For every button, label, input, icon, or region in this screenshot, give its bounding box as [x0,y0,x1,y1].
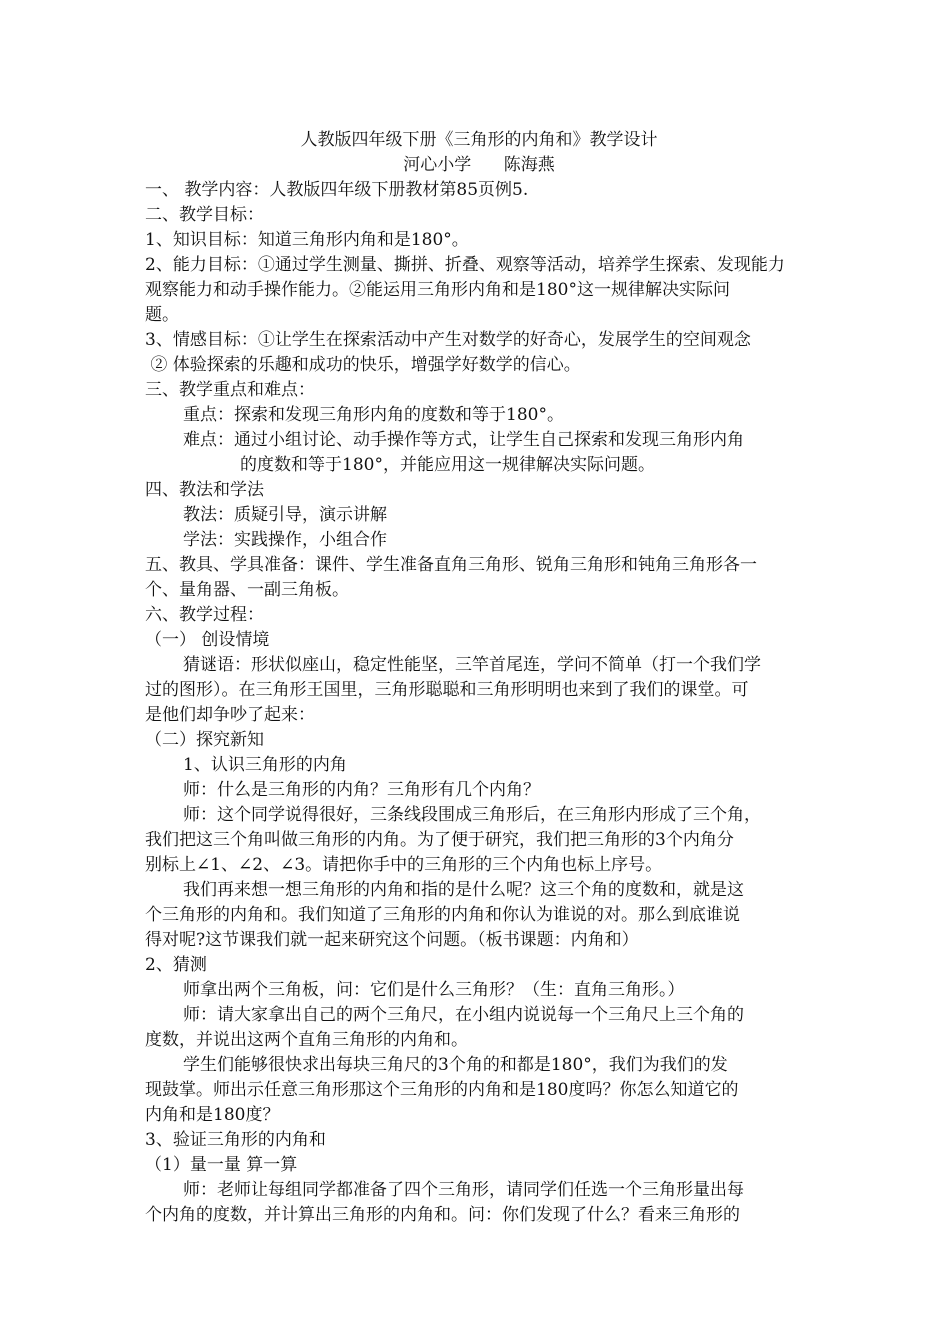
paragraph-line: 3、情感目标：①让学生在探索活动中产生对数学的好奇心，发展学生的空间观念 [145,330,751,350]
section-heading: 三、教学重点和难点： [145,380,315,400]
subsection-heading: （一） 创设情境 [145,630,270,650]
paragraph-line: 度数，并说出这两个直角三角形的内角和。 [145,1030,468,1050]
paragraph-line: 我们再来想一想三角形的内角和指的是什么呢？这三个角的度数和，就是这 [183,880,744,900]
paragraph-line: 过的图形）。在三角形王国里，三角形聪聪和三角形明明也来到了我们的课堂。可 [145,680,749,700]
paragraph-line: 师：请大家拿出自己的两个三角尺，在小组内说说每一个三角尺上三个角的 [183,1005,744,1025]
paragraph-line: 难点：通过小组讨论、动手操作等方式，让学生自己探索和发现三角形内角 [183,430,744,450]
paragraph-line: 教法：质疑引导，演示讲解 [183,505,387,525]
paragraph-line: 师拿出两个三角板，问：它们是什么三角形？（生：直角三角形。） [183,980,685,1000]
author-line: 河心小学 陈海燕 [403,155,555,175]
paragraph-line: 现鼓掌。师出示任意三角形那这个三角形的内角和是180度吗？你怎么知道它的 [145,1080,739,1100]
paragraph-line: 个内角的度数，并计算出三角形的内角和。问：你们发现了什么？看来三角形的 [145,1205,740,1225]
section-heading: 五、教具、学具准备：课件、学生准备直角三角形、锐角三角形和钝角三角形各一 [145,555,757,575]
subsection-heading: 3、验证三角形的内角和 [145,1130,326,1150]
section-heading: 二、教学目标： [145,205,264,225]
paragraph-line: 个、量角器、一副三角板。 [145,580,349,600]
paragraph-line: 学生们能够很快求出每块三角尺的3个角的和都是180°，我们为我们的发 [183,1055,728,1075]
paragraph-line: 1、认识三角形的内角 [183,755,347,775]
paragraph-line: 观察能力和动手操作能力。②能运用三角形内角和是180°这一规律解决实际问 [145,280,730,300]
section-heading: 一、 教学内容：人教版四年级下册教材第85页例5. [145,180,529,200]
paragraph-line: 个三角形的内角和。我们知道了三角形的内角和你认为谁说的对。那么到底谁说 [145,905,740,925]
paragraph-line: 师：这个同学说得很好，三条线段围成三角形后，在三角形内形成了三个角， [183,805,761,825]
paragraph-line: 得对呢?这节课我们就一起来研究这个问题。（板书课题：内角和） [145,930,639,950]
paragraph-line: 别标上∠1、∠2、∠3。请把你手中的三角形的三个内角也标上序号。 [145,855,663,875]
paragraph-line: 重点：探索和发现三角形内角的度数和等于180°。 [183,405,564,425]
paragraph-line: 题。 [145,305,179,325]
subsection-heading: 2、猜测 [145,955,207,975]
paragraph-line: ② 体验探索的乐趣和成功的快乐，增强学好数学的信心。 [145,355,581,375]
paragraph-line: 师：什么是三角形的内角？三角形有几个内角？ [183,780,540,800]
document-title: 人教版四年级下册《三角形的内角和》教学设计 [300,130,658,150]
paragraph-line: 2、能力目标：①通过学生测量、撕拼、折叠、观察等活动，培养学生探索、发现能力 [145,255,785,275]
section-heading: 六、教学过程： [145,605,264,625]
paragraph-line: 是他们却争吵了起来： [145,705,315,725]
section-heading: 四、教法和学法 [145,480,264,500]
paragraph-line: 的度数和等于180°，并能应用这一规律解决实际问题。 [240,455,655,475]
paragraph-line: 猜谜语：形状似座山，稳定性能坚，三竿首尾连，学问不简单（打一个我们学 [183,655,761,675]
paragraph-line: 师：老师让每组同学都准备了四个三角形，请同学们任选一个三角形量出每 [183,1180,744,1200]
paragraph-line: 内角和是180度？ [145,1105,280,1125]
subsection-heading: （二）探究新知 [145,730,264,750]
paragraph-line: 我们把这三个角叫做三角形的内角。为了便于研究，我们把三角形的3个内角分 [145,830,734,850]
subsection-heading: （1）量一量 算一算 [145,1155,298,1175]
paragraph-line: 1、知识目标：知道三角形内角和是180°。 [145,230,469,250]
paragraph-line: 学法：实践操作，小组合作 [183,530,387,550]
